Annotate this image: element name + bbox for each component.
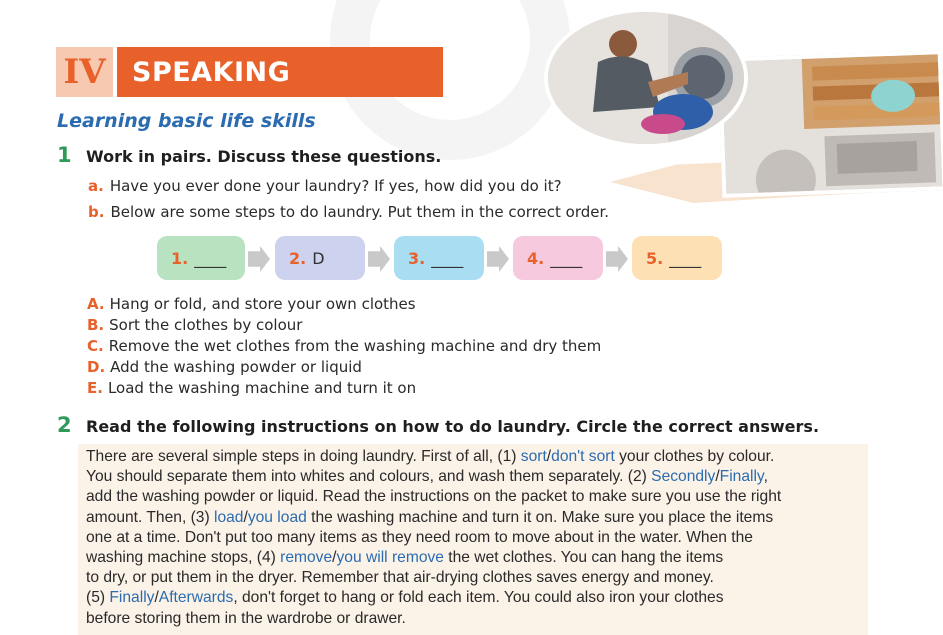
step-box-5[interactable] xyxy=(632,236,722,280)
arrow-right-icon xyxy=(606,246,628,272)
section-title: SPEAKING xyxy=(117,47,443,97)
step-answer: ____ xyxy=(669,248,702,268)
passage-line: to dry, or put them in the dryer. Remember that air-drying clothes saves energy and money. xyxy=(86,569,714,587)
option-e xyxy=(87,379,416,397)
arrow-right-icon xyxy=(487,246,509,272)
choice-4-option-b[interactable]: you will remove xyxy=(336,549,444,567)
step-number: 3. xyxy=(408,248,426,268)
choice-3-option-b[interactable]: you load xyxy=(247,508,307,526)
question-2-text: Read the following instructions on how to do laundry. Circle the correct answers. xyxy=(86,417,820,436)
option-b xyxy=(87,316,302,334)
option-text: Load the washing machine and turn it on xyxy=(107,379,417,397)
step-box-2[interactable] xyxy=(275,236,365,280)
step-number: 2. xyxy=(289,248,307,268)
question-1b-letter: b. xyxy=(88,203,105,221)
passage-line: amount. Then, (3) load/you load the washing machine and turn it on. Make sure you place the items xyxy=(86,508,774,526)
question-1b-text: Below are some steps to do laundry. Put them in the correct order. xyxy=(110,203,610,221)
option-text: Sort the clothes by colour xyxy=(109,316,303,334)
step-answer: D xyxy=(312,248,325,268)
question-1a-letter: a. xyxy=(88,177,104,195)
choice-4-option-a[interactable]: remove xyxy=(280,549,333,567)
option-letter: B. xyxy=(87,316,105,334)
step-box-1[interactable] xyxy=(157,236,245,280)
arrow-right-icon xyxy=(248,246,270,272)
question-1b xyxy=(88,203,609,221)
passage-line: washing machine stops, (4) remove/you will remove the wet clothes. You can hang the items xyxy=(86,549,724,567)
option-text: Add the washing powder or liquid xyxy=(110,358,362,376)
man-loading-washing-machine-photo xyxy=(548,12,744,144)
option-a xyxy=(87,295,416,313)
question-2-number: 2 xyxy=(57,413,72,437)
passage-line: You should separate them into whites and colours, and wash them separately. (2) Secondly/Finally, xyxy=(86,468,768,486)
laundry-detergent-photo xyxy=(718,50,943,198)
question-1a-text: Have you ever done your laundry? If yes, how did you do it? xyxy=(109,177,562,195)
question-1a xyxy=(88,177,562,195)
passage-line: There are several simple steps in doing laundry. First of all, (1) sort/don't sort your clothes by colour. xyxy=(86,448,775,465)
choice-2-option-a[interactable]: Secondly xyxy=(651,468,716,486)
passage-line: (5) Finally/Afterwards, don't forget to hang or fold each item. You could also iron your clothes xyxy=(86,589,724,607)
step-answer: ____ xyxy=(431,248,464,268)
choice-1-option-a[interactable]: sort xyxy=(520,448,547,465)
choice-5-option-b[interactable]: Afterwards xyxy=(158,589,234,607)
choice-2-option-b[interactable]: Finally xyxy=(719,468,764,486)
step-number: 5. xyxy=(646,248,664,268)
step-number: 4. xyxy=(527,248,545,268)
passage-line: one at a time. Don't put too many items as they need room to move about in the water. When the xyxy=(86,528,753,546)
lesson-subtitle: Learning basic life skills xyxy=(57,110,316,132)
step-answer: ____ xyxy=(194,248,227,268)
choice-5-option-a[interactable]: Finally xyxy=(109,589,155,607)
option-letter: C. xyxy=(87,337,104,355)
choice-1-option-b[interactable]: don't sort xyxy=(551,448,615,465)
choice-3-option-a[interactable]: load xyxy=(214,508,244,526)
option-letter: E. xyxy=(87,379,103,397)
step-number: 1. xyxy=(171,248,189,268)
arrow-right-icon xyxy=(368,246,390,272)
question-1-number: 1 xyxy=(57,143,72,167)
step-box-4[interactable] xyxy=(513,236,603,280)
question-1-text: Work in pairs. Discuss these questions. xyxy=(86,147,442,166)
option-d xyxy=(87,358,362,376)
option-c xyxy=(87,337,601,355)
option-letter: D. xyxy=(87,358,106,376)
option-letter: A. xyxy=(87,295,105,313)
passage-line: add the washing powder or liquid. Read the instructions on the packet to make sure you use the right xyxy=(86,488,782,506)
reading-passage xyxy=(78,444,868,635)
step-answer: ____ xyxy=(550,248,583,268)
option-text: Remove the wet clothes from the washing machine and dry them xyxy=(108,337,602,355)
passage-line: before storing them in the wardrobe or drawer. xyxy=(86,609,406,627)
section-number: IV xyxy=(56,47,113,97)
option-text: Hang or fold, and store your own clothes xyxy=(109,295,416,313)
step-box-3[interactable] xyxy=(394,236,484,280)
